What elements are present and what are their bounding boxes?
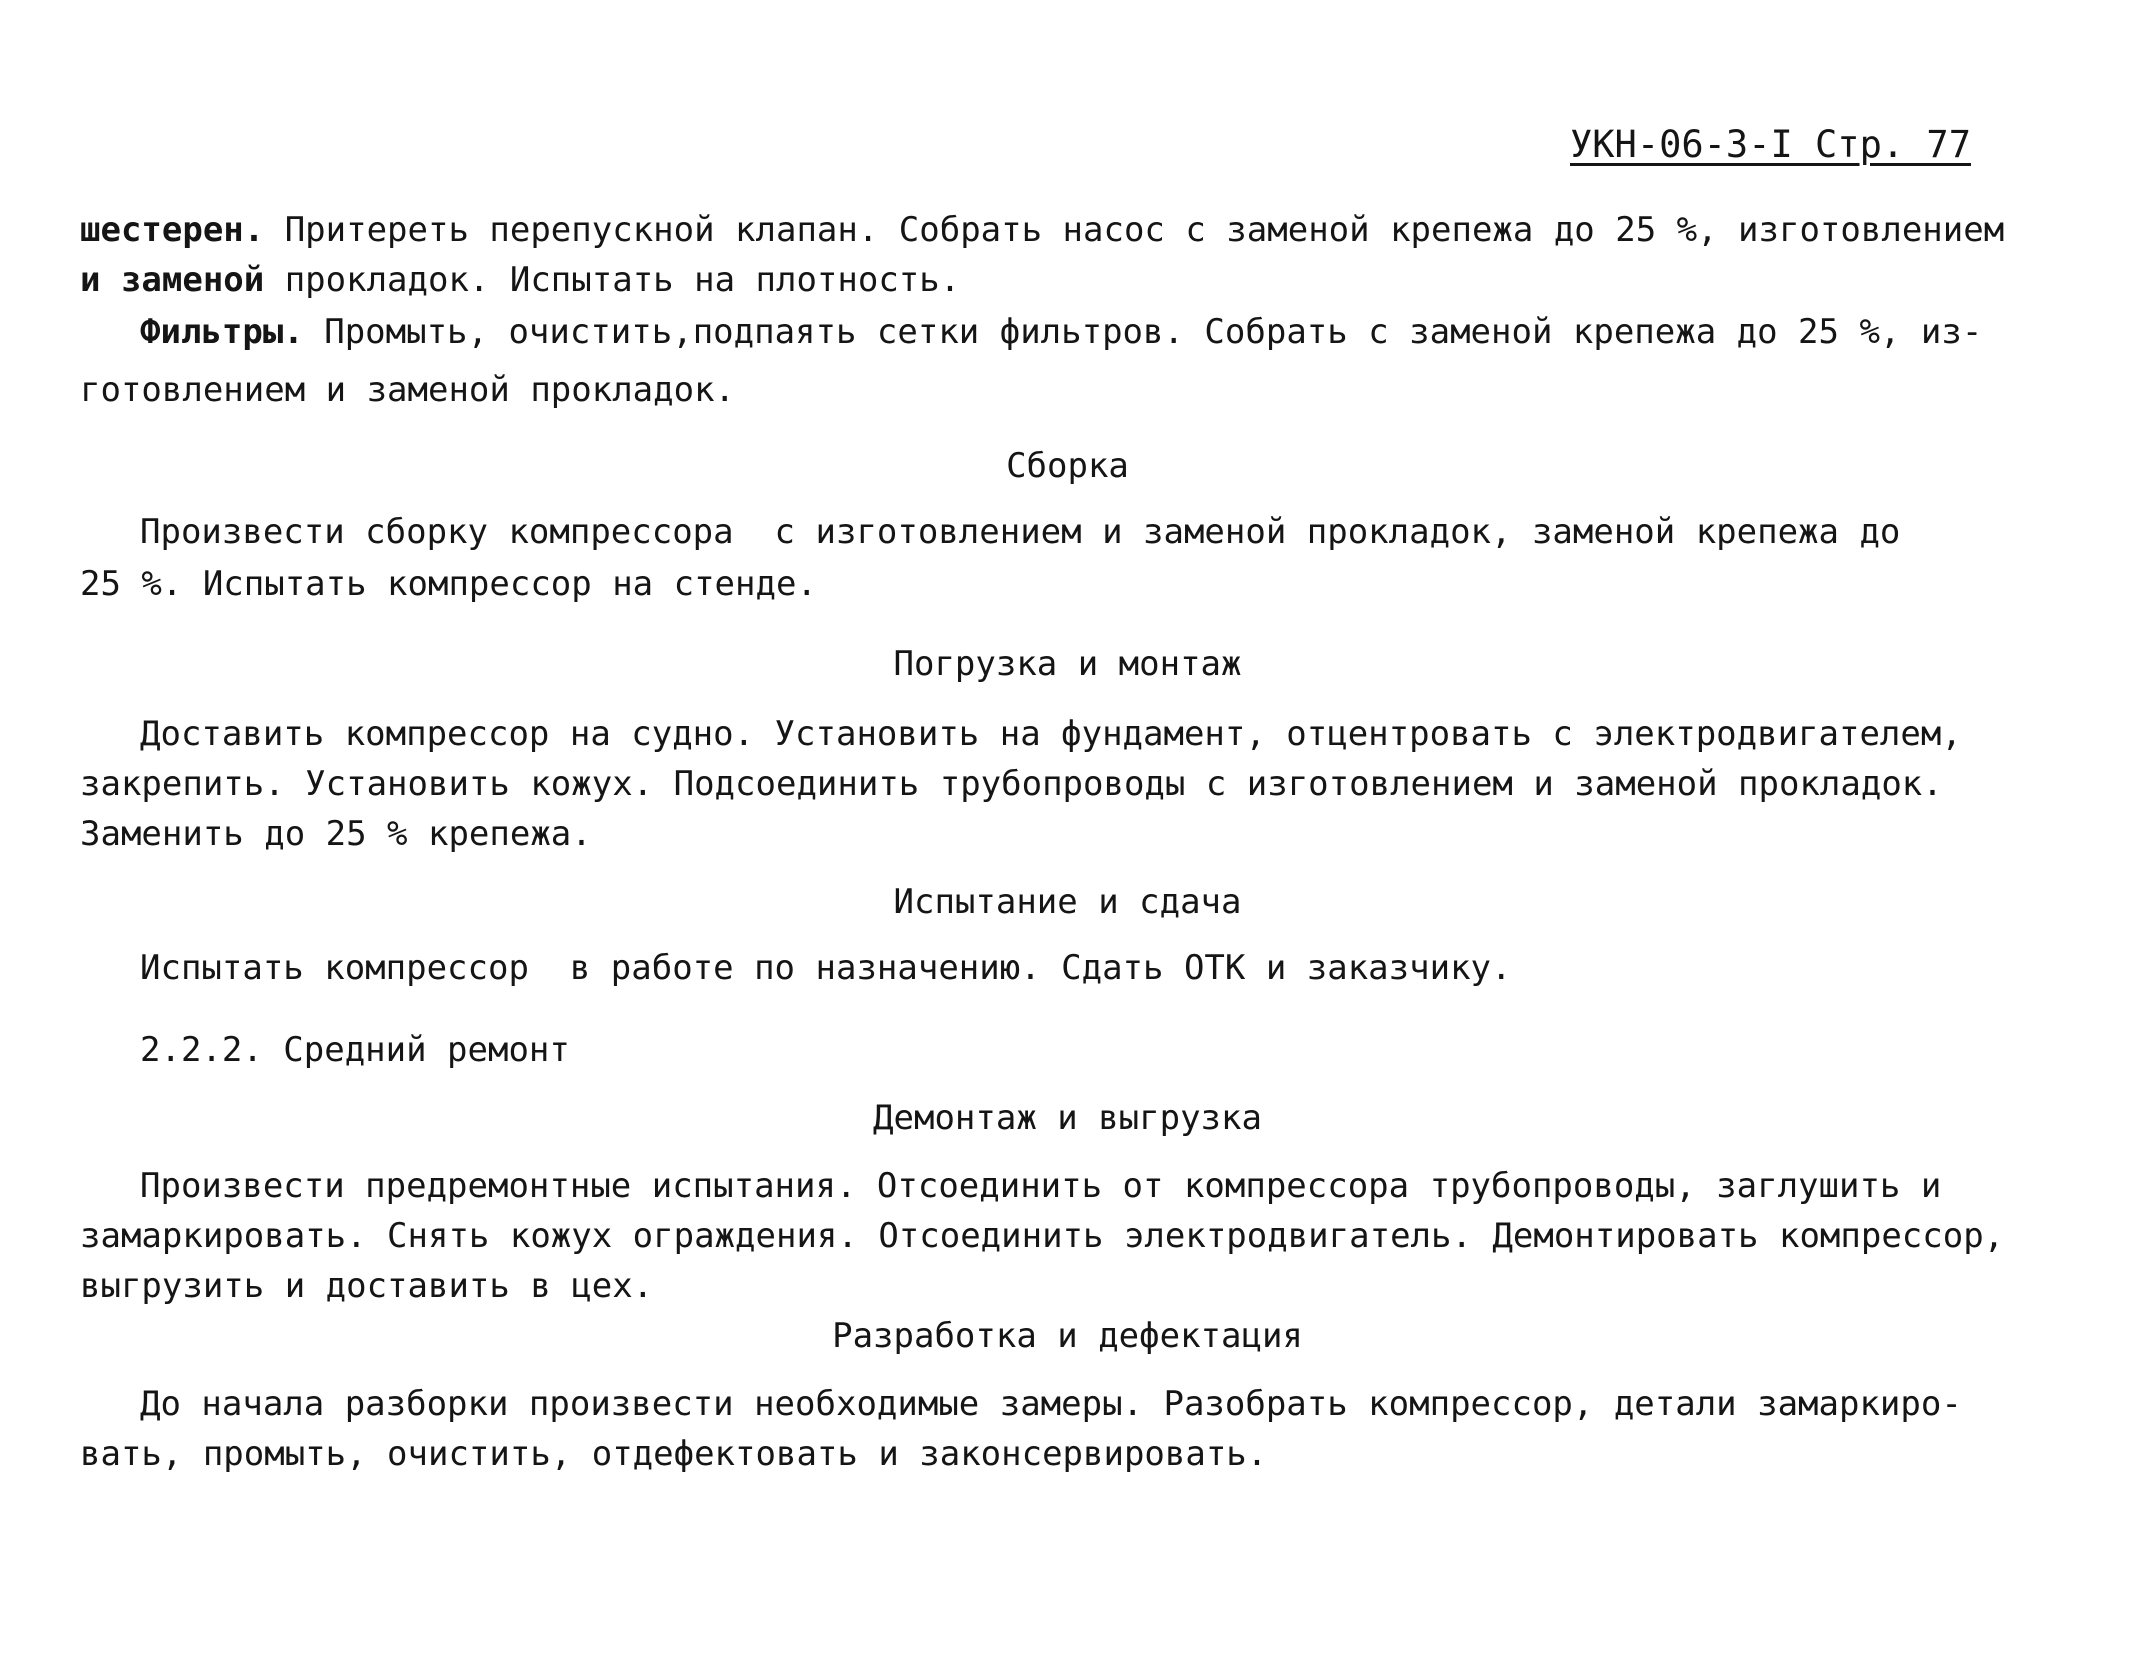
paragraph-line [80, 208, 2004, 252]
text-run: прокладок. Испытать на плотность. [264, 260, 961, 300]
paragraph-line: Доставить компрессор на судно. Установить на фундамент, отцентровать с электродвигателем, [140, 714, 1962, 754]
heading-ispytanie: Испытание и сдача [893, 882, 1242, 922]
bold-lead: шестерен. [80, 210, 265, 250]
heading-razrabotka: Разработка и дефектация [832, 1316, 1303, 1356]
paragraph-line: Произвести сборку компрессора с изготовлением и заменой прокладок, заменой крепежа до [140, 512, 1901, 552]
paragraph-line: закрепить. Установить кожух. Подсоединить трубопроводы с изготовлением и заменой прокладок. [80, 764, 1943, 804]
paragraph-line [140, 310, 1982, 354]
paragraph-line: вать, промыть, очистить, отдефектовать и законсервировать. [80, 1434, 1268, 1474]
paragraph-line: Заменить до 25 % крепежа. [80, 814, 592, 854]
paragraph-line: Произвести предремонтные испытания. Отсоединить от компрессора трубопроводы, заглушить и [140, 1166, 1942, 1206]
paragraph-line [80, 258, 960, 302]
paragraph-line: 25 %. Испытать компрессор на стенде. [80, 564, 817, 604]
paragraph-line: Испытать компрессор в работе по назначению. Сдать ОТК и заказчику. [140, 948, 1512, 988]
heading-demontazh: Демонтаж и выгрузка [873, 1098, 1262, 1138]
page-reference: УКН-06-3-I Стр. 77 [1570, 123, 1971, 166]
text-run: Притереть перепускной клапан. Собрать насос с заменой крепежа до 25 %, изготовлением [264, 210, 2005, 250]
paragraph-line: замаркировать. Снять кожух ограждения. Отсоединить электродвигатель. Демонтировать компрессор, [80, 1216, 2005, 1256]
paragraph-line: До начала разборки произвести необходимые замеры. Разобрать компрессор, детали замаркиро- [140, 1384, 1962, 1424]
paragraph-line: выгрузить и доставить в цех. [80, 1266, 654, 1306]
section-heading-2-2-2: 2.2.2. Средний ремонт [140, 1030, 570, 1070]
heading-sborka: Сборка [1006, 446, 1129, 486]
paragraph-line: готовлением и заменой прокладок. [80, 370, 736, 410]
heading-pogruzka: Погрузка и монтаж [893, 644, 1242, 684]
bold-lead: и заменой [80, 260, 265, 300]
text-run: Промыть, очистить,подпаять сетки фильтров. Собрать с заменой крепежа до 25 %, из- [303, 312, 1983, 352]
bold-lead: Фильтры. [140, 312, 304, 352]
